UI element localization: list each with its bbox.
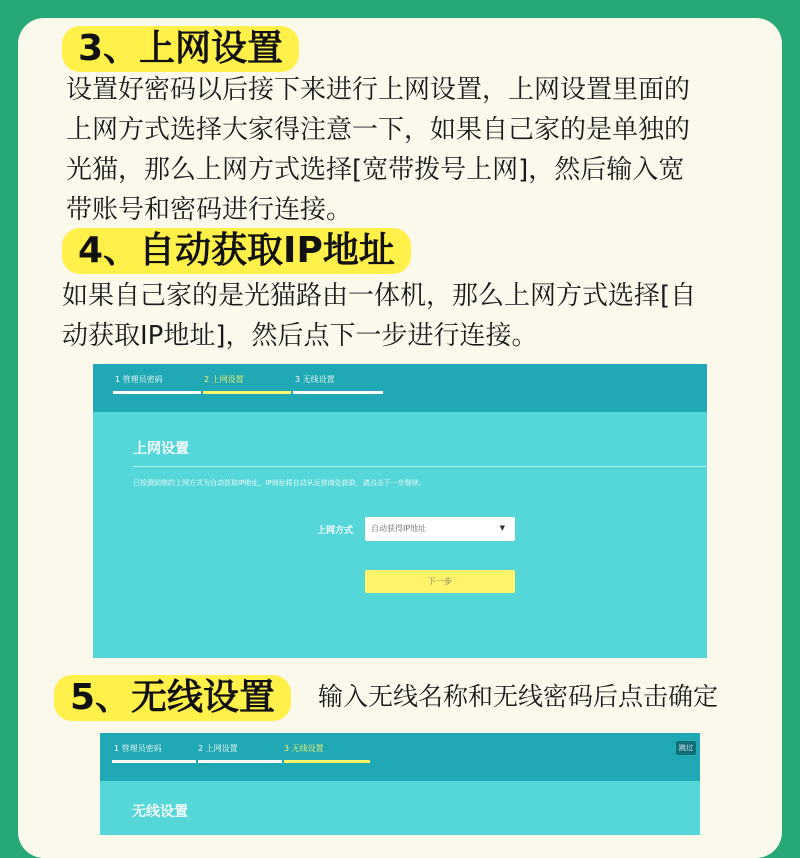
title-divider — [133, 466, 707, 467]
internet-setup-title: 上网设置 — [133, 441, 189, 457]
section-3-heading: 3、上网设置 — [62, 26, 299, 72]
connection-type-label: 上网方式 — [317, 526, 354, 536]
skip-button[interactable]: 跳过 — [676, 741, 696, 755]
section-4-heading: 4、自动获取IP地址 — [62, 228, 411, 274]
step-3-label: 3 无线设置 — [295, 375, 335, 384]
router-step-bar — [93, 364, 707, 412]
section-3-line-4: 带账号和密码进行连接。 — [66, 195, 353, 225]
step-1-progress-2 — [112, 760, 196, 763]
wireless-setup-title: 无线设置 — [132, 804, 188, 820]
step-2-label-2: 2 上网设置 — [198, 744, 238, 753]
section-3-line-2: 上网方式选择大家得注意一下，如果自己家的是单独的 — [66, 115, 691, 145]
router-step-bar-2 — [100, 733, 700, 781]
step-2-progress-2 — [198, 760, 282, 763]
router-screenshot-wireless-setup — [100, 733, 700, 835]
step-1-label: 1 管理员密码 — [115, 375, 163, 384]
step-2-progress — [203, 391, 291, 394]
step-1-label-2: 1 管理员密码 — [114, 744, 162, 753]
step-3-progress-2 — [284, 760, 370, 763]
detection-hint: 已检测到您的上网方式为自动获取IP地址，IP地址将自动从运营商处获取，请点击下一步继续。 — [133, 479, 426, 487]
section-4-line-2: 动获取IP地址]，然后点下一步进行连接。 — [62, 321, 538, 351]
section-4-line-1: 如果自己家的是光猫路由一体机，那么上网方式选择[自 — [62, 281, 697, 311]
connection-type-select[interactable] — [365, 517, 515, 541]
router-screenshot-internet-setup — [93, 364, 707, 658]
section-5-heading: 5、无线设置 — [54, 675, 291, 721]
section-3-line-1: 设置好密码以后接下来进行上网设置，上网设置里面的 — [66, 75, 691, 105]
section-5-text: 输入无线名称和无线密码后点击确定 — [318, 682, 719, 711]
step-1-progress — [113, 391, 201, 394]
step-3-progress — [293, 391, 383, 394]
step-2-label: 2 上网设置 — [204, 375, 244, 384]
next-step-button[interactable]: 下一步 — [365, 570, 515, 593]
step-3-label-2: 3 无线设置 — [284, 744, 324, 753]
connection-type-value: 自动获得IP地址 — [371, 524, 427, 533]
section-3-line-3: 光猫，那么上网方式选择[宽带拨号上网]，然后输入宽 — [66, 155, 685, 185]
chevron-down-icon: ▼ — [499, 524, 505, 532]
